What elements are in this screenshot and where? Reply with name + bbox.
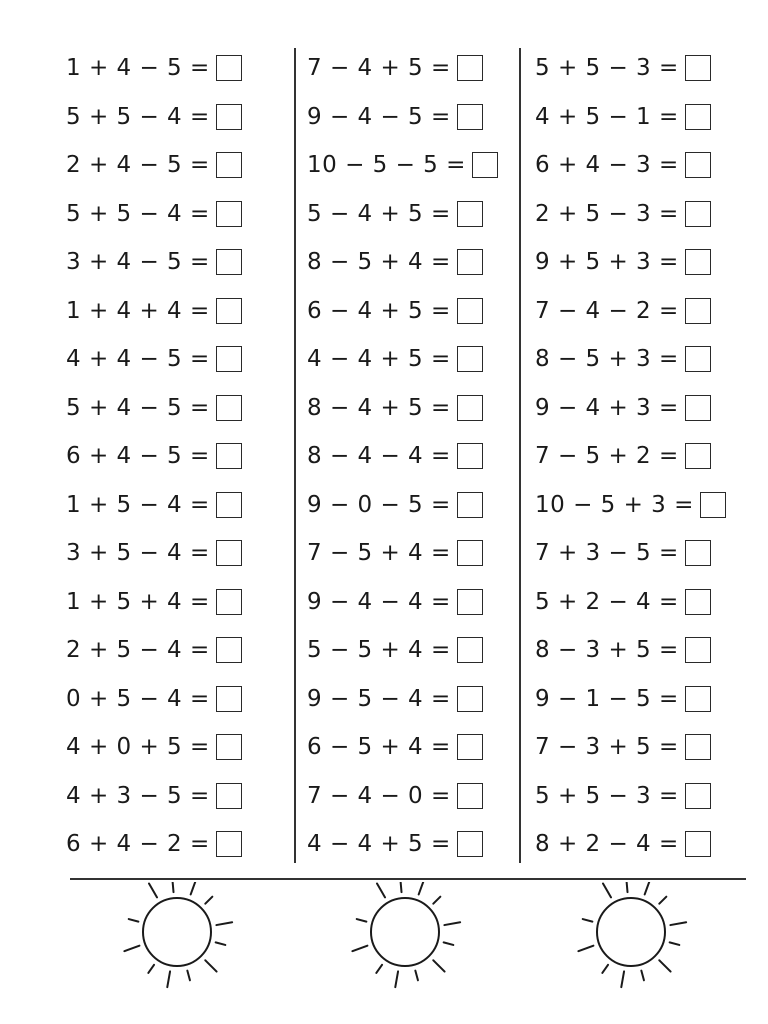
problem-row [535, 481, 726, 530]
problem-row [307, 384, 498, 433]
problem-expression: 9 − 0 − 5 = [307, 491, 451, 518]
sun-ray [641, 971, 644, 981]
footer-rule [70, 878, 746, 880]
sun-ray [670, 922, 686, 925]
problem-row [66, 578, 242, 627]
problem-expression: 1 + 5 − 4 = [66, 491, 210, 518]
sun-ray [659, 897, 666, 904]
sun-ray [645, 882, 650, 894]
problem-row [535, 384, 726, 433]
answer-box[interactable] [685, 637, 711, 663]
answer-box[interactable] [457, 298, 483, 324]
problem-expression: 3 + 4 − 5 = [66, 249, 210, 276]
answer-box[interactable] [457, 492, 483, 518]
sun-disc [371, 898, 439, 966]
problem-row [535, 238, 726, 287]
answer-box[interactable] [685, 783, 711, 809]
problem-expression: 9 − 4 − 5 = [307, 103, 451, 130]
answer-box[interactable] [685, 346, 711, 372]
problem-expression: 10 − 5 + 3 = [535, 491, 694, 518]
problem-expression: 7 − 5 + 2 = [535, 443, 679, 470]
answer-box[interactable] [457, 783, 483, 809]
answer-box[interactable] [457, 395, 483, 421]
sun-ray [602, 965, 608, 973]
problem-row [307, 772, 498, 821]
problem-expression: 6 + 4 − 5 = [66, 443, 210, 470]
problem-row [535, 141, 726, 190]
answer-box[interactable] [216, 637, 242, 663]
problem-expression: 7 + 3 − 5 = [535, 540, 679, 567]
sun-ray [444, 942, 454, 945]
answer-box[interactable] [216, 298, 242, 324]
sun-ray [167, 971, 170, 987]
sun-ray [578, 946, 593, 951]
problem-expression: 9 − 4 − 4 = [307, 588, 451, 615]
answer-box[interactable] [216, 152, 242, 178]
sun-ray [433, 960, 444, 971]
problem-expression: 4 + 4 − 5 = [66, 346, 210, 373]
answer-box[interactable] [685, 55, 711, 81]
problem-expression: 5 + 5 − 4 = [66, 200, 210, 227]
problem-expression: 8 − 4 + 5 = [307, 394, 451, 421]
answer-box[interactable] [685, 152, 711, 178]
answer-box[interactable] [457, 55, 483, 81]
sun-ray [216, 942, 226, 945]
problem-row [66, 481, 242, 530]
problem-expression: 5 + 5 − 3 = [535, 55, 679, 82]
sun-ray [583, 919, 593, 922]
answer-box[interactable] [685, 589, 711, 615]
problem-row [307, 190, 498, 239]
sun-ray [148, 965, 154, 973]
answer-box[interactable] [685, 831, 711, 857]
sun-ray [415, 971, 418, 981]
answer-box[interactable] [685, 298, 711, 324]
problem-row [535, 190, 726, 239]
problem-expression: 6 − 4 + 5 = [307, 297, 451, 324]
answer-box[interactable] [216, 686, 242, 712]
problem-expression: 9 − 4 + 3 = [535, 394, 679, 421]
problem-expression: 8 + 2 − 4 = [535, 831, 679, 858]
problem-expression: 8 − 5 + 3 = [535, 346, 679, 373]
answer-box[interactable] [216, 492, 242, 518]
problem-row [66, 44, 242, 93]
problem-row [535, 44, 726, 93]
answer-box[interactable] [216, 831, 242, 857]
problem-expression: 2 + 5 − 4 = [66, 637, 210, 664]
problem-row [307, 481, 498, 530]
problem-row [535, 578, 726, 627]
problem-expression: 3 + 5 − 4 = [66, 540, 210, 567]
problem-row [307, 93, 498, 142]
problem-expression: 1 + 5 + 4 = [66, 588, 210, 615]
problem-expression: 9 − 5 − 4 = [307, 685, 451, 712]
answer-box[interactable] [457, 540, 483, 566]
problem-expression: 7 − 4 − 2 = [535, 297, 679, 324]
problem-row [307, 578, 498, 627]
problem-expression: 2 + 5 − 3 = [535, 200, 679, 227]
sun-ray [659, 960, 670, 971]
problem-row [66, 432, 242, 481]
problem-row [66, 820, 242, 869]
sun-ray [401, 882, 402, 892]
answer-box[interactable] [457, 831, 483, 857]
problem-expression: 4 + 3 − 5 = [66, 782, 210, 809]
problem-expression: 5 + 2 − 4 = [535, 588, 679, 615]
problem-row [535, 820, 726, 869]
problem-expression: 8 − 4 − 4 = [307, 443, 451, 470]
sun-icon [566, 882, 696, 992]
problem-expression: 5 + 4 − 5 = [66, 394, 210, 421]
sun-ray [357, 919, 367, 922]
sun-disc [597, 898, 665, 966]
answer-box[interactable] [457, 589, 483, 615]
sun-ray [187, 971, 190, 981]
problem-column-1 [66, 44, 242, 869]
problem-row [535, 93, 726, 142]
sun-ray [129, 919, 139, 922]
problem-row [535, 287, 726, 336]
problem-row [535, 335, 726, 384]
answer-box[interactable] [457, 686, 483, 712]
answer-box[interactable] [457, 104, 483, 130]
answer-box[interactable] [685, 443, 711, 469]
problem-row [307, 723, 498, 772]
sun-ray [419, 882, 424, 894]
problem-expression: 6 − 5 + 4 = [307, 734, 451, 761]
problem-column-2 [307, 44, 498, 869]
column-divider [519, 48, 521, 863]
sun-ray [205, 960, 216, 971]
problem-expression: 0 + 5 − 4 = [66, 685, 210, 712]
problem-expression: 7 − 4 + 5 = [307, 55, 451, 82]
problem-row [66, 772, 242, 821]
problem-row [66, 384, 242, 433]
sun-ray [627, 882, 628, 892]
problem-row [535, 675, 726, 724]
answer-box[interactable] [685, 395, 711, 421]
answer-box[interactable] [685, 249, 711, 275]
problem-expression: 6 + 4 − 3 = [535, 152, 679, 179]
sun-ray [124, 946, 139, 951]
answer-box[interactable] [216, 540, 242, 566]
answer-box[interactable] [216, 201, 242, 227]
answer-box[interactable] [457, 346, 483, 372]
answer-box[interactable] [457, 734, 483, 760]
problem-expression: 7 − 5 + 4 = [307, 540, 451, 567]
problem-row [66, 335, 242, 384]
answer-box[interactable] [685, 201, 711, 227]
answer-box[interactable] [472, 152, 498, 178]
problem-expression: 8 − 5 + 4 = [307, 249, 451, 276]
problem-row [307, 238, 498, 287]
problem-column-3 [535, 44, 726, 869]
problem-row [307, 432, 498, 481]
sun-ray [376, 965, 382, 973]
sun-ray [352, 946, 367, 951]
problem-expression: 5 + 5 − 3 = [535, 782, 679, 809]
answer-box[interactable] [216, 55, 242, 81]
sun-ray [216, 922, 232, 925]
problem-expression: 5 − 5 + 4 = [307, 637, 451, 664]
sun-icon [340, 882, 470, 992]
answer-box[interactable] [685, 686, 711, 712]
answer-box[interactable] [685, 540, 711, 566]
problem-row [66, 141, 242, 190]
problem-row [66, 93, 242, 142]
problem-expression: 4 − 4 + 5 = [307, 346, 451, 373]
problem-row [66, 190, 242, 239]
problem-row [66, 529, 242, 578]
problem-row [66, 675, 242, 724]
problem-expression: 7 − 4 − 0 = [307, 782, 451, 809]
answer-box[interactable] [216, 104, 242, 130]
sun-ray [191, 882, 196, 894]
problem-row [66, 238, 242, 287]
problem-row [307, 675, 498, 724]
problem-expression: 6 + 4 − 2 = [66, 831, 210, 858]
problem-expression: 7 − 3 + 5 = [535, 734, 679, 761]
problem-expression: 10 − 5 − 5 = [307, 152, 466, 179]
problem-row [307, 287, 498, 336]
problem-expression: 9 − 1 − 5 = [535, 685, 679, 712]
sun-ray [395, 971, 398, 987]
answer-box[interactable] [457, 637, 483, 663]
problem-row [307, 141, 498, 190]
column-divider [294, 48, 296, 863]
problem-row [307, 820, 498, 869]
answer-box[interactable] [457, 201, 483, 227]
problem-row [535, 772, 726, 821]
problem-expression: 4 + 5 − 1 = [535, 103, 679, 130]
problem-row [535, 432, 726, 481]
sun-ray [670, 942, 680, 945]
answer-box[interactable] [685, 104, 711, 130]
problem-row [535, 626, 726, 675]
problem-expression: 1 + 4 − 5 = [66, 55, 210, 82]
sun-ray [444, 922, 460, 925]
answer-box[interactable] [216, 395, 242, 421]
answer-box[interactable] [216, 443, 242, 469]
problem-expression: 5 − 4 + 5 = [307, 200, 451, 227]
problem-expression: 9 + 5 + 3 = [535, 249, 679, 276]
sun-ray [377, 884, 385, 898]
problem-expression: 1 + 4 + 4 = [66, 297, 210, 324]
sun-ray [621, 971, 624, 987]
answer-box[interactable] [216, 783, 242, 809]
problem-row [307, 626, 498, 675]
problem-row [535, 529, 726, 578]
sun-icon [112, 882, 242, 992]
problem-expression: 4 − 4 + 5 = [307, 831, 451, 858]
answer-box[interactable] [685, 734, 711, 760]
problem-expression: 2 + 4 − 5 = [66, 152, 210, 179]
answer-box[interactable] [216, 346, 242, 372]
problem-expression: 4 + 0 + 5 = [66, 734, 210, 761]
sun-ray [433, 897, 440, 904]
problem-row [66, 287, 242, 336]
sun-ray [603, 884, 611, 898]
answer-box[interactable] [216, 589, 242, 615]
sun-ray [173, 882, 174, 892]
problem-row [307, 529, 498, 578]
answer-box[interactable] [457, 249, 483, 275]
sun-ray [149, 884, 157, 898]
problem-row [307, 335, 498, 384]
sun-disc [143, 898, 211, 966]
problem-row [535, 723, 726, 772]
problem-row [66, 723, 242, 772]
answer-box[interactable] [216, 249, 242, 275]
problem-expression: 5 + 5 − 4 = [66, 103, 210, 130]
answer-box[interactable] [457, 443, 483, 469]
answer-box[interactable] [700, 492, 726, 518]
sun-ray [205, 897, 212, 904]
answer-box[interactable] [216, 734, 242, 760]
problem-row [66, 626, 242, 675]
problem-expression: 8 − 3 + 5 = [535, 637, 679, 664]
problem-row [307, 44, 498, 93]
